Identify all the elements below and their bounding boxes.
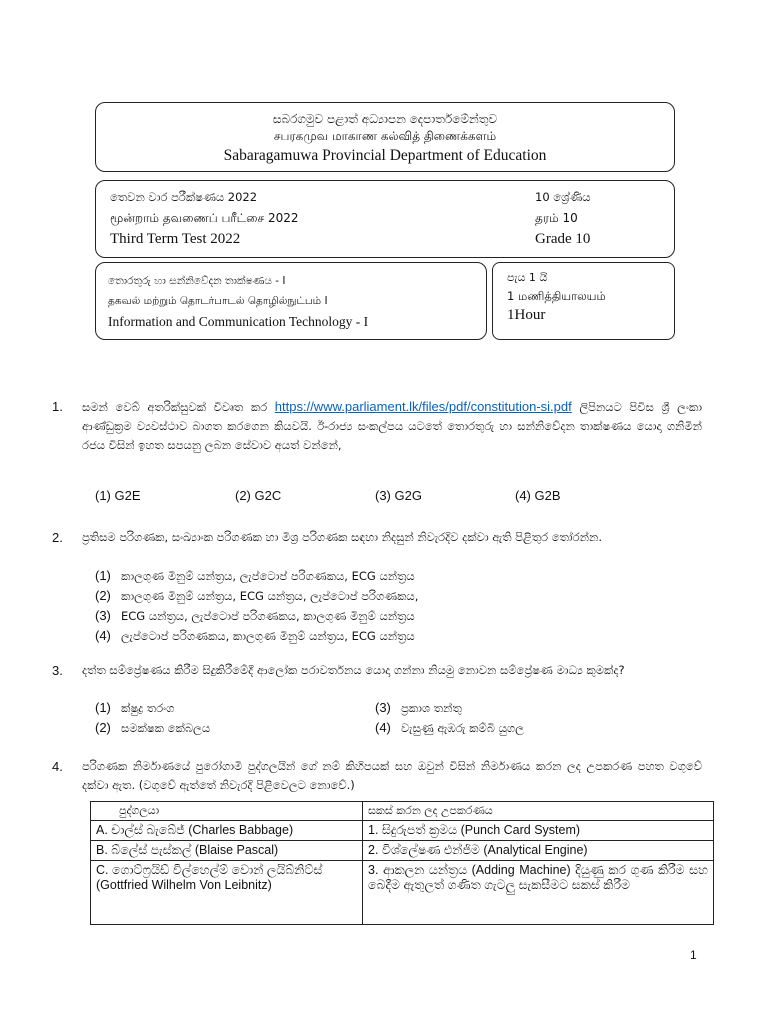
question-number: 4. xyxy=(52,759,63,774)
option-1[interactable]: (1) G2E xyxy=(95,488,141,503)
option-3[interactable]: (3) G2G xyxy=(375,488,422,503)
option-1[interactable] xyxy=(95,566,655,586)
question-2 xyxy=(52,528,702,547)
question-text xyxy=(82,397,702,455)
exam-info-box xyxy=(95,180,675,258)
table-cell: 2. විශ්ලේෂණ එන්ජිම (Analytical Engine) xyxy=(363,841,714,861)
table-cell: 1. සිදුරුපත් ක්‍රමය (Punch Card System) xyxy=(363,821,714,841)
grade-tamil: தரம் 10 xyxy=(535,210,578,225)
option-3[interactable] xyxy=(375,698,655,718)
option-4[interactable] xyxy=(95,626,655,646)
duration-english: 1Hour xyxy=(507,307,546,323)
exam-row-english xyxy=(110,229,660,250)
column-header-device: සකස් කරන ලද උපකරණය xyxy=(363,802,714,821)
exam-row-sinhala xyxy=(110,187,660,208)
test-name-sinhala: තෙවන වාර පරීක්ෂණය 2022 xyxy=(110,190,258,204)
option-3[interactable] xyxy=(95,606,655,626)
exam-row-tamil xyxy=(110,208,660,229)
table-cell: C. ගොට්ෆ්‍රයිඩ් විල්හෙල්ම් වොන් ලයිබ්නිට්ස් (Gottfried Wilhelm Von Leibnitz) xyxy=(91,861,363,925)
header-title-tamil: சபரகமுவ மாகாண கல்வித் திணைக்களம் xyxy=(273,129,497,143)
question-text: පරිගණක නිර්මාණයේ පුරෝගාමී පුද්ගලයින් ගේ නම් කිහිපයක් සහ ඔවුන් විසින් නිර්මාණය කරන ලද උපකරණ පහත වගුවේ දක්වා ඇත. (වගුවේ ඇත්තේ නිවැරදි පිළිවෙලට නොවේ.) xyxy=(82,759,702,792)
option-text: කාලගුණ මිනුම් යන්ත්‍රය, ECG යන්ත්‍රය, ලැප්ටොප් පරිගණකය, xyxy=(121,589,419,603)
header-box xyxy=(95,102,675,172)
option-number: (2) xyxy=(95,720,111,735)
grade-english: Grade 10 xyxy=(535,231,591,247)
option-number: (2) xyxy=(95,588,111,603)
question-text: ප්‍රතිසම පරිගණක, සංඛ්‍යාංක පරිගණක හා මිශ්‍ර පරිගණක සඳහා නිදසුන් නිවැරදිව දක්වා ඇති පිළිතුර තෝරන්න. xyxy=(82,530,602,544)
question-1-options xyxy=(95,488,655,503)
table-cell: 3. ආකලන යන්ත්‍රය (Adding Machine) දියුණු කර ගුණ කිරීම සහ බෙදීම ඇතුලත් ගණිත ගැටලු සැකසීමට සකස් කිරීම xyxy=(363,861,714,925)
option-2[interactable]: (2) G2C xyxy=(235,488,282,503)
option-text: කාලගුණ මිනුම් යන්ත්‍රය, ලැප්ටොප් පරිගණකය, ECG යන්ත්‍රය xyxy=(121,569,415,583)
option-row xyxy=(95,718,655,738)
question-number: 2. xyxy=(52,530,63,545)
option-4[interactable]: (4) G2B xyxy=(515,488,561,503)
question-text: දත්ත සම්ප්‍රේෂණය කිරීම සිදුකිරීමේදී ආලෝක පරාවර්තනය යොදා ගන්නා නියමු නොවන සම්ප්‍රේෂණ මාධ්‍ය කුමක්ද? xyxy=(82,663,625,677)
question-4 xyxy=(52,757,702,795)
option-text: ECG යන්ත්‍රය, ලැප්ටොප් පරිගණකය, කාලගුණ මිනුම් යන්ත්‍රය xyxy=(121,609,415,623)
constitution-pdf-link[interactable]: https://www.parliament.lk/files/pdf/constitution-si.pdf xyxy=(274,399,572,414)
header-title-sinhala: සබරගමුව පළාත් අධ්‍යාපන දෙපාර්තමේන්තුව xyxy=(272,112,498,126)
option-2[interactable] xyxy=(95,718,375,738)
option-number: (1) xyxy=(95,700,111,715)
question-text-part: සමන් වෙබ් අතරික්සුවක් විවෘත කර xyxy=(82,400,275,414)
subject-box xyxy=(95,262,487,340)
option-row xyxy=(95,698,655,718)
question-3 xyxy=(52,661,702,680)
option-text: ලැප්ටොප් පරිගණකය, කාලගුණ මිනුම් යන්ත්‍රය, ECG යන්ත්‍රය xyxy=(121,629,415,643)
option-2[interactable] xyxy=(95,586,655,606)
option-1[interactable] xyxy=(95,698,375,718)
option-number: (4) xyxy=(95,628,111,643)
question-number: 1. xyxy=(52,399,63,414)
subject-english: Information and Communication Technology - I xyxy=(108,314,369,329)
question-2-options xyxy=(95,566,655,646)
option-number: (3) xyxy=(375,700,391,715)
subject-tamil: தகவல் மற்றும் தொடர்பாடல் தொழில்நுட்பம் I xyxy=(108,295,328,307)
duration-tamil: 1 மணித்தியாலயம் xyxy=(507,289,606,303)
question-text-part: ලිපිනයට පිවිස ශ්‍රී ලංකා ආණ්ඩුක්‍රම ව්‍යවස්ථාව බාගත කරගෙන කියවයි. ඊ-රාජ්‍ය සංකල්පය යටතේ තොරතුරු හා සන්නිවේදන තාක්ෂණය යොදා ගනිමින් රජය විසින් ඉහත සපයනු ලබන සේවාව අයත් වන්නේ, xyxy=(82,400,702,452)
page-number: 1 xyxy=(690,948,697,962)
option-text: ක්ෂුද්‍ර තරංග xyxy=(121,701,175,715)
duration-box xyxy=(492,262,675,340)
option-text: ප්‍රකාශ තන්තු xyxy=(401,701,462,715)
header-title-english: Sabaragamuwa Provincial Department of Education xyxy=(223,147,547,164)
test-name-tamil: மூன்றாம் தவணைப் பரீட்சை 2022 xyxy=(110,210,299,225)
option-number: (4) xyxy=(375,720,391,735)
duration-sinhala: පැය 1 යි xyxy=(507,271,548,284)
option-number: (3) xyxy=(95,608,111,623)
option-text: වැසුණු ඇඹරු කම්බි යුගල xyxy=(401,721,524,735)
subject-sinhala: තොරතුරු හා සන්නිවේදන තාක්ෂණය - I xyxy=(108,275,286,287)
option-4[interactable] xyxy=(375,718,655,738)
question-number: 3. xyxy=(52,663,63,678)
option-number: (1) xyxy=(95,568,111,583)
grade-sinhala: 10 ශ්‍රේණිය xyxy=(535,190,591,204)
table-row xyxy=(91,821,714,841)
column-header-person: පුද්ගලයා xyxy=(91,802,363,821)
table-cell: A. චාල්ස් බැබේජ් (Charles Babbage) xyxy=(91,821,363,841)
table-row xyxy=(91,861,714,925)
table-row xyxy=(91,841,714,861)
table-cell: B. බ්ලේස් පැස්කල් (Blaise Pascal) xyxy=(91,841,363,861)
option-text: සමක්ෂක කේබලය xyxy=(121,721,211,735)
question-1 xyxy=(52,397,702,455)
question-3-options xyxy=(95,698,655,738)
table-header-row xyxy=(91,802,714,821)
test-name-english: Third Term Test 2022 xyxy=(110,231,241,247)
pioneers-table xyxy=(90,801,714,925)
